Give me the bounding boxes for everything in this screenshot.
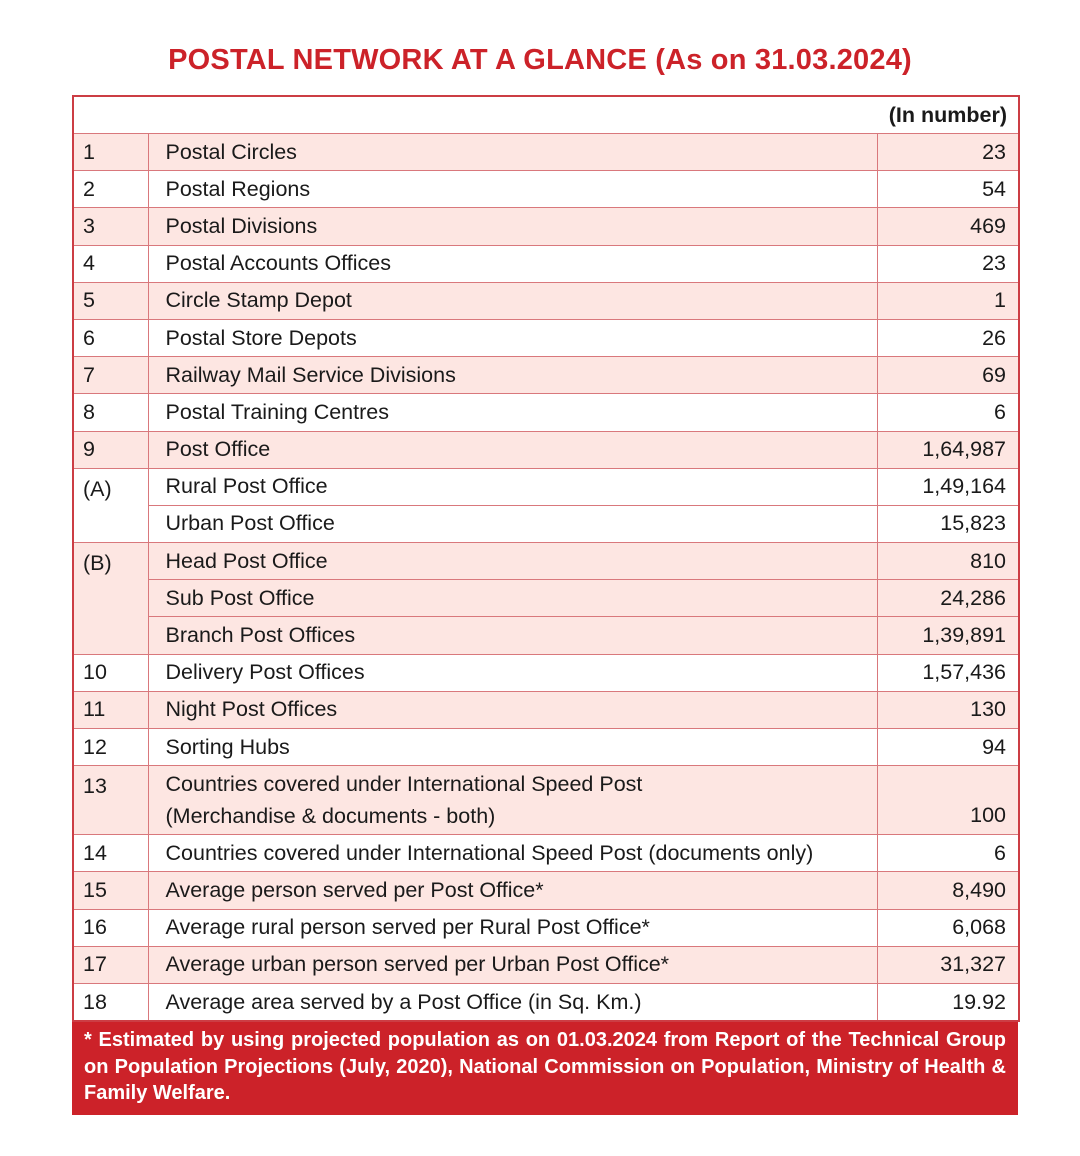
- postal-network-table: [72, 95, 1020, 1022]
- table-row: [73, 543, 1019, 580]
- group-label-b: (B): [73, 543, 148, 655]
- row-value: 130: [877, 691, 1019, 728]
- row-label: Delivery Post Offices: [148, 654, 877, 691]
- row-label: Average area served by a Post Office (in Sq. Km.): [148, 983, 877, 1021]
- row-value: 1,49,164: [877, 468, 1019, 505]
- row-label: Postal Regions: [148, 171, 877, 208]
- page-title: POSTAL NETWORK AT A GLANCE (As on 31.03.2024): [168, 44, 912, 76]
- row-number: 5: [73, 282, 148, 319]
- table-row: [73, 909, 1019, 946]
- row-value: 8,490: [877, 872, 1019, 909]
- row-label: Rural Post Office: [148, 468, 877, 505]
- row-label: Postal Divisions: [148, 208, 877, 245]
- row-value: 6: [877, 835, 1019, 872]
- table-row: [73, 208, 1019, 245]
- row-value: 6: [877, 394, 1019, 431]
- row-value: 1: [877, 282, 1019, 319]
- table-row: [73, 766, 1019, 835]
- row-value: 1,64,987: [877, 431, 1019, 468]
- table-row: [73, 505, 1019, 542]
- table-row: [73, 617, 1019, 654]
- table-row: [73, 134, 1019, 171]
- row-value: 100: [877, 766, 1019, 835]
- row-label: Postal Store Depots: [148, 319, 877, 356]
- table-row: [73, 431, 1019, 468]
- row-label: Urban Post Office: [148, 505, 877, 542]
- row-value: 23: [877, 134, 1019, 171]
- table-row: [73, 394, 1019, 431]
- row-number: 13: [73, 766, 148, 835]
- row-label: Branch Post Offices: [148, 617, 877, 654]
- group-label-a: (A): [73, 468, 148, 542]
- unit-label: (In number): [73, 96, 1019, 134]
- row-value: 469: [877, 208, 1019, 245]
- row-value: 1,39,891: [877, 617, 1019, 654]
- row-number: 1: [73, 134, 148, 171]
- table-row: [73, 319, 1019, 356]
- table-row: [73, 245, 1019, 282]
- row-label: Average urban person served per Urban Post Office*: [148, 946, 877, 983]
- row-label: Post Office: [148, 431, 877, 468]
- row-number: 10: [73, 654, 148, 691]
- postal-network-table-container: [72, 95, 1018, 1115]
- row-number: 8: [73, 394, 148, 431]
- row-label: Sub Post Office: [148, 580, 877, 617]
- row-label: Sorting Hubs: [148, 729, 877, 766]
- table-row: [73, 171, 1019, 208]
- row-number: 17: [73, 946, 148, 983]
- row-value: 69: [877, 357, 1019, 394]
- row-value: 54: [877, 171, 1019, 208]
- table-row: [73, 835, 1019, 872]
- row-value: 24,286: [877, 580, 1019, 617]
- row-label: Countries covered under International Speed Post (documents only): [148, 835, 877, 872]
- row-label: Postal Accounts Offices: [148, 245, 877, 282]
- row-number: 3: [73, 208, 148, 245]
- table-row: [73, 872, 1019, 909]
- row-value: 23: [877, 245, 1019, 282]
- row-number: 11: [73, 691, 148, 728]
- table-row: [73, 468, 1019, 505]
- row-label: Postal Training Centres: [148, 394, 877, 431]
- table-row: [73, 691, 1019, 728]
- row-value: 26: [877, 319, 1019, 356]
- row-number: 2: [73, 171, 148, 208]
- row-number: 14: [73, 835, 148, 872]
- row-number: 9: [73, 431, 148, 468]
- row-value: 15,823: [877, 505, 1019, 542]
- footnote: * Estimated by using projected population as on 01.03.2024 from Report of the Technical Group on Population Projections (July, 2020), National Commission on Population, Ministry of Health & Family Welfare.: [72, 1022, 1018, 1115]
- row-number: 18: [73, 983, 148, 1021]
- table-row: [73, 282, 1019, 319]
- row-label: Railway Mail Service Divisions: [148, 357, 877, 394]
- row-number: 16: [73, 909, 148, 946]
- row-label: Average rural person served per Rural Post Office*: [148, 909, 877, 946]
- row-value: 94: [877, 729, 1019, 766]
- table-unit-row: [73, 96, 1019, 134]
- row-label: Circle Stamp Depot: [148, 282, 877, 319]
- row-number: 4: [73, 245, 148, 282]
- row-value: 1,57,436: [877, 654, 1019, 691]
- row-number: 6: [73, 319, 148, 356]
- row-label: Night Post Offices: [148, 691, 877, 728]
- table-row: [73, 983, 1019, 1021]
- table-row: [73, 654, 1019, 691]
- row-value: 19.92: [877, 983, 1019, 1021]
- table-row: [73, 729, 1019, 766]
- row-label: Average person served per Post Office*: [148, 872, 877, 909]
- table-row: [73, 580, 1019, 617]
- row-number: 12: [73, 729, 148, 766]
- row-label: Head Post Office: [148, 543, 877, 580]
- row-label: Postal Circles: [148, 134, 877, 171]
- row-label-continuation: (Merchandise & documents - both): [165, 804, 496, 829]
- row-number: 7: [73, 357, 148, 394]
- table-row: [73, 357, 1019, 394]
- row-value: 810: [877, 543, 1019, 580]
- row-value: 31,327: [877, 946, 1019, 983]
- row-label-multiline: [148, 766, 877, 835]
- row-number: 15: [73, 872, 148, 909]
- table-row: [73, 946, 1019, 983]
- row-value: 6,068: [877, 909, 1019, 946]
- row-label: Countries covered under International Speed Post: [165, 772, 643, 797]
